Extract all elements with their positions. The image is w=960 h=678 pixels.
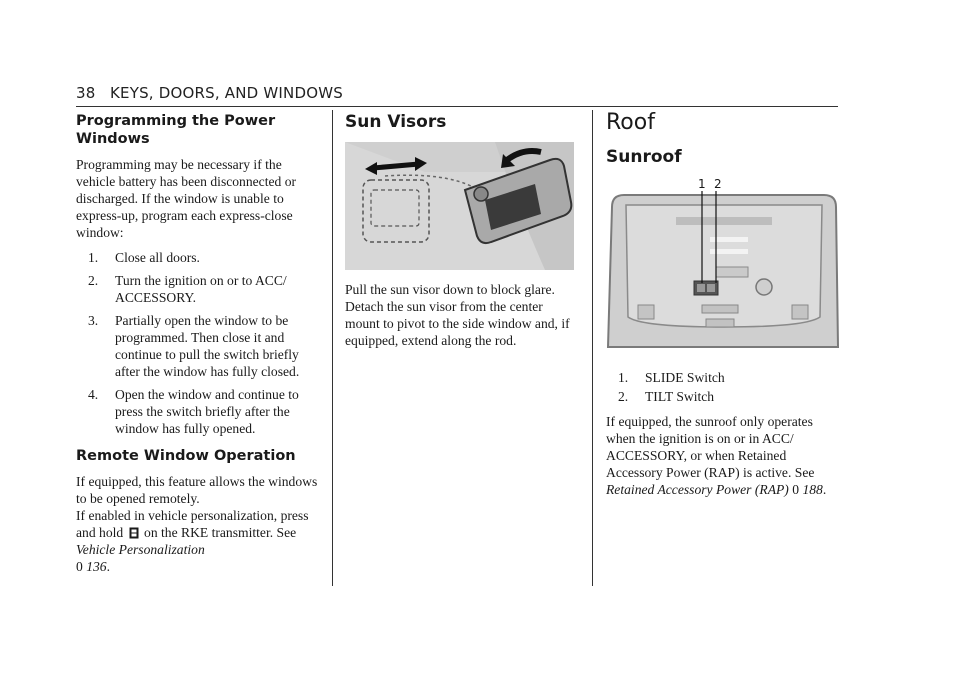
page-arrow-icon: 0 (792, 482, 800, 497)
heading-sun-visors: Sun Visors (345, 112, 447, 132)
sunroof-illustration (606, 177, 842, 357)
column-sun-visors (345, 110, 577, 357)
sunroof-text: If equipped, the sunroof only operates when the ignition is on or in ACC/ ACCESSORY, or when Retained Accessory Power (RAP) is active. See Retained Accessory Power (RAP) 0 188. (606, 414, 827, 497)
sun-visor-illustration (345, 142, 577, 275)
list-item: 2. Turn the ignition on or to ACC/ ACCESSORY. (88, 273, 287, 305)
list-item: 3. Partially open the window to be programmed. Then close it and continue to pull the switch briefly after the window has fully closed. (88, 313, 300, 379)
sunroof-switch-list (606, 369, 842, 405)
heading-programming-power-windows: Programming the Power Windows (76, 113, 276, 147)
list-item: 4. Open the window and continue to press the switch briefly after the window has fully opened. (88, 387, 299, 436)
column-divider (332, 110, 333, 586)
page-number: 38 (76, 84, 96, 102)
column-roof (606, 110, 842, 506)
overhead-console-image (606, 177, 842, 357)
page-reference: 136 (86, 559, 107, 574)
sun-visor-text: Pull the sun visor down to block glare. Detach the sun visor from the center mount to pivot to the side window and, if equipped, extend along the rod. (345, 282, 570, 348)
page-reference: 188 (802, 482, 823, 497)
callout-1: 1 (698, 177, 706, 191)
list-item: 2. TILT Switch (618, 389, 715, 404)
programming-steps (76, 249, 322, 437)
list-item: 1. Close all doors. (88, 250, 200, 265)
page-header (76, 84, 838, 107)
remote-paragraph: If equipped, this feature allows the windows to be opened remotely. If enabled in vehicle personalization, press and hold on the RKE transmitter. See Vehicle Personalization 0 136. (76, 474, 318, 574)
programming-intro: Programming may be necessary if the vehicle battery has been disconnected or discharged. If the window is unable to express-up, program each express-close window: (76, 157, 297, 240)
heading-remote-window-operation: Remote Window Operation (76, 448, 296, 464)
rap-link[interactable]: Retained Accessory Power (RAP) (606, 482, 789, 497)
section-title: KEYS, DOORS, AND WINDOWS (110, 84, 343, 102)
heading-roof: Roof (606, 110, 655, 135)
column-power-windows (76, 110, 322, 575)
list-item: 1. SLIDE Switch (618, 370, 725, 385)
column-divider (592, 110, 593, 586)
callout-2: 2 (714, 177, 722, 191)
heading-sunroof: Sunroof (606, 147, 682, 167)
vehicle-personalization-link[interactable]: Vehicle Personalization (76, 542, 205, 557)
page-arrow-icon: 0 (76, 559, 83, 574)
sun-visor-image (345, 142, 574, 270)
window-key-icon (129, 527, 139, 539)
